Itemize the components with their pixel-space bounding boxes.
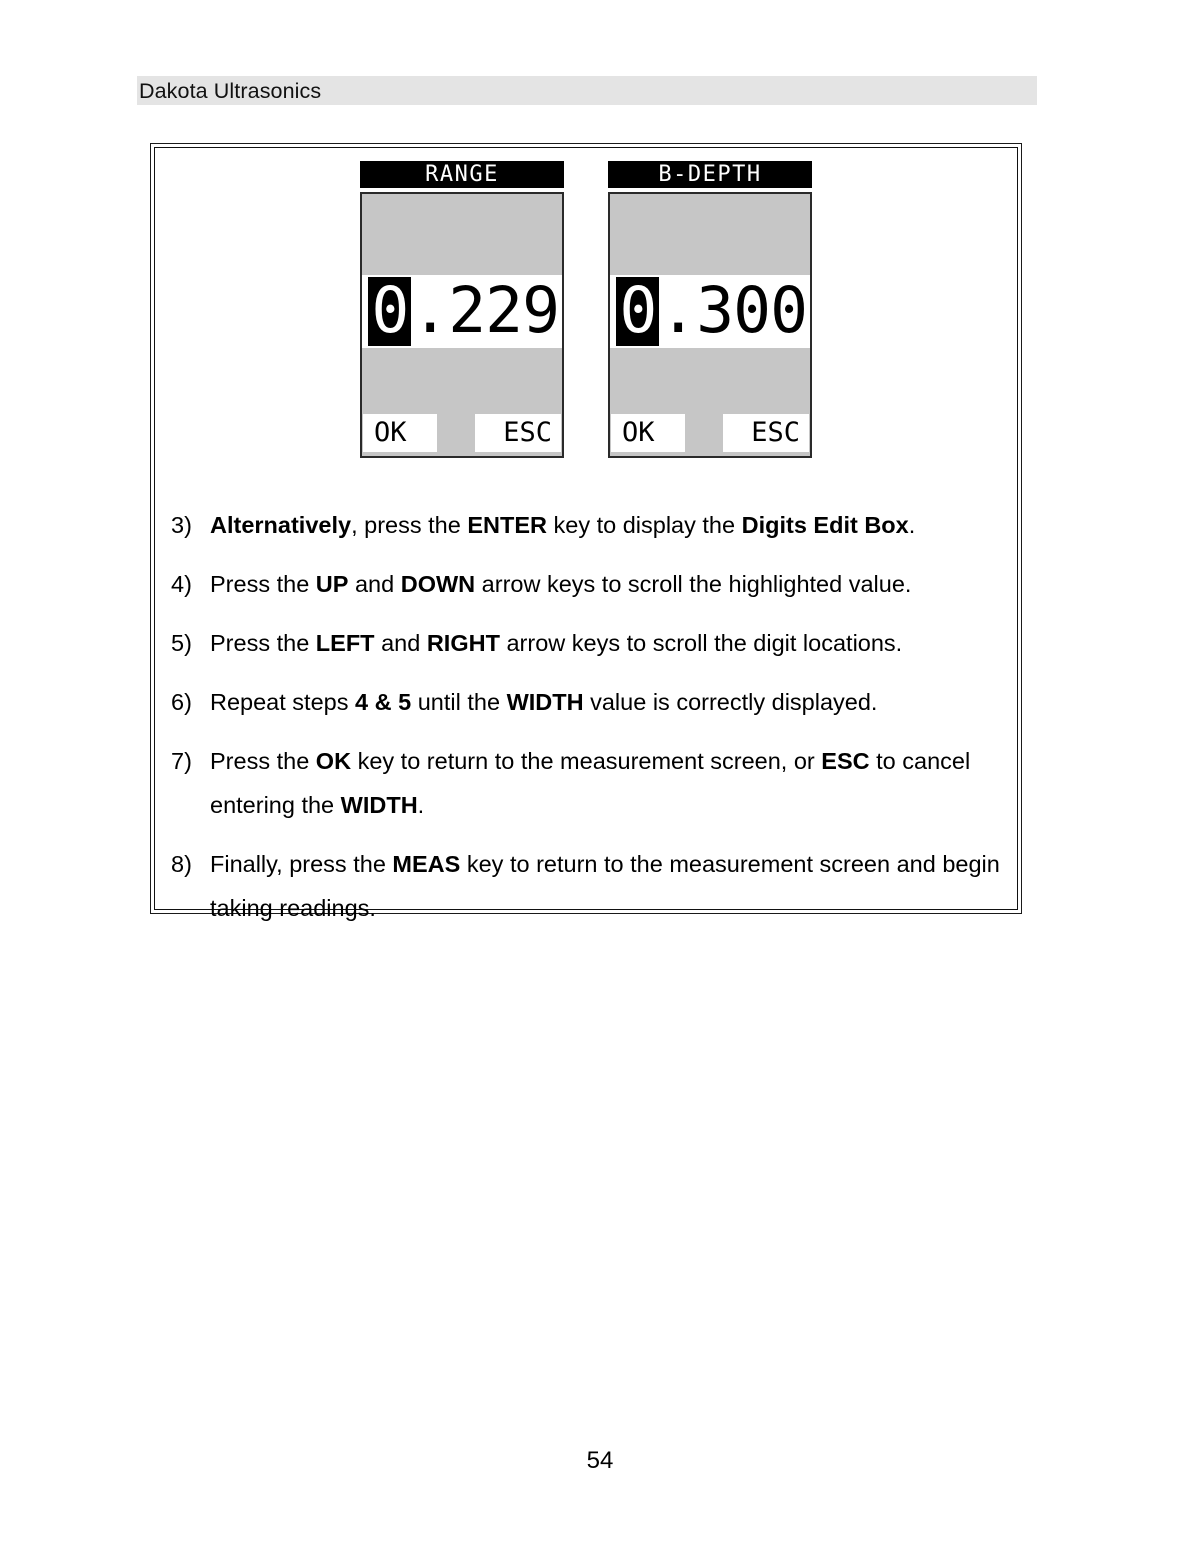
esc-button-range[interactable]: ESC [475,414,561,452]
remaining-digits-bdepth: .300 [659,274,807,347]
step-text: Finally, press the MEAS key to return to the measurement screen and begin taking readings. [210,851,1000,921]
lcd-title-bdepth: B-DEPTH [608,161,812,188]
lcd-value-bdepth [616,274,807,347]
step-text: Repeat steps 4 & 5 until the WIDTH value is correctly displayed. [210,689,878,715]
content-box [150,143,1022,921]
list-item [171,680,1003,724]
step-number: 6) [171,689,192,715]
lcd-body-range [360,192,564,458]
digits-edit-box-range[interactable] [362,275,562,348]
lcd-screen-range [360,161,564,458]
highlighted-digit-range[interactable]: 0 [368,277,411,346]
ok-button-bdepth[interactable]: OK [611,414,685,452]
step-number: 8) [171,851,192,877]
step-text: Press the LEFT and RIGHT arrow keys to scroll the digit locations. [210,630,903,656]
step-number: 7) [171,748,192,774]
lcd-softkeys-range [362,414,562,452]
step-number: 4) [171,571,192,597]
lcd-body-bdepth [608,192,812,458]
lcd-figure [155,161,1017,458]
highlighted-digit-bdepth[interactable]: 0 [616,277,659,346]
list-item [171,842,1003,930]
lcd-softkeys-bdepth [610,414,810,452]
step-number: 5) [171,630,192,656]
step-number: 3) [171,512,192,538]
lcd-value-range [368,274,559,347]
content-box-inner-border [154,147,1018,921]
ok-button-range[interactable]: OK [363,414,437,452]
instruction-step-list [171,503,1003,945]
list-item [171,562,1003,606]
list-item [171,739,1003,827]
digits-edit-box-bdepth[interactable] [610,275,810,348]
step-text: Press the OK key to return to the measurement screen, or ESC to cancel entering the WIDTH. [210,748,971,818]
remaining-digits-range: .229 [411,274,559,347]
lcd-screen-bdepth [608,161,812,458]
step-text: Alternatively, press the ENTER key to display the Digits Edit Box. [210,512,916,538]
lcd-title-range: RANGE [360,161,564,188]
step-text: Press the UP and DOWN arrow keys to scroll the highlighted value. [210,571,912,597]
list-item [171,621,1003,665]
list-item [171,503,1003,547]
page-number: 54 [586,1447,614,1474]
running-header-title: Dakota Ultrasonics [139,79,322,103]
esc-button-bdepth[interactable]: ESC [723,414,809,452]
